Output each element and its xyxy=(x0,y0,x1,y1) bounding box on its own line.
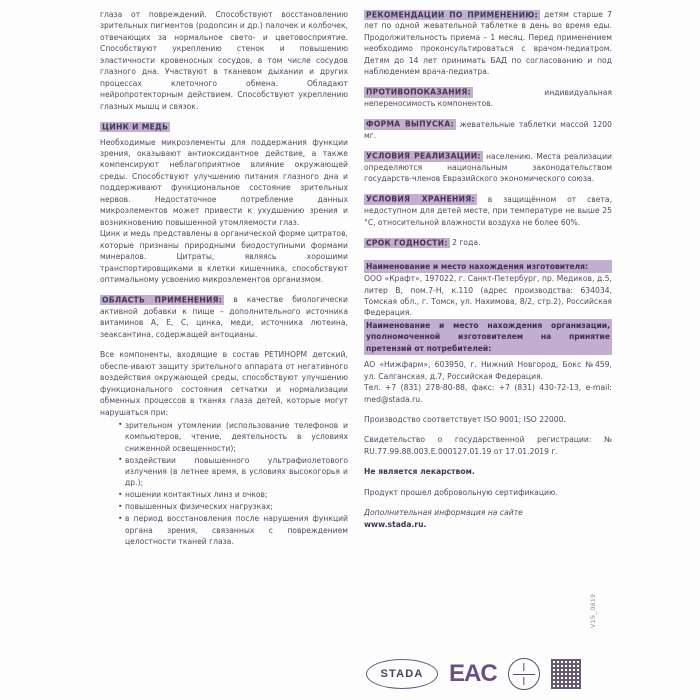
claims-organization-address: АО «Нижфарм», 603950, г. Нижний Новгород, Бокс №459, ул. Салганская, д.7, Российская Федерация. xyxy=(364,360,612,381)
logo-row xyxy=(366,658,581,690)
section-sales-conditions xyxy=(364,151,612,185)
section-heading-storage-conditions-label: УСЛОВИЯ ХРАНЕНИЯ: xyxy=(366,194,475,204)
section-contraindications xyxy=(364,87,612,110)
section-body-storage-conditions: в защищённом от света, недоступном для детей месте, при температуре не выше 25 °С, относительной влажности воздуха не более 60%. xyxy=(364,194,613,227)
section-body-dosage-form: жевательные таблетки массой 1200 мг. xyxy=(364,119,613,141)
section-body-application: в качестве биологически активной добавки к пище – дополнительного источника витаминов А, Е, С, цинка, меди, источника лютеина, зеаксантина, содержащей антоцианы. xyxy=(100,295,348,339)
note-registration: Свидетельство о государственной регистрации: № RU.77.99.88.003.Е.000127.01.19 от 17.01.2019 г. xyxy=(364,435,612,456)
section-heading-recommendations-label: РЕКОМЕНДАЦИИ ПО ПРИМЕНЕНИЮ: xyxy=(366,10,538,19)
section-body-contraindications: индивидуальная непереносимость компонентов. xyxy=(364,87,612,109)
section-heading-sales-conditions-label: УСЛОВИЯ РЕАЛИЗАЦИИ: xyxy=(366,151,481,161)
section-shelf-life xyxy=(364,237,612,248)
section-body-recommendations: детям старше 7 лет по одной жевательной таблетке в день во время еды. Продолжительность приема – 1 месяц. Перед применением необходимо проконсультироваться с врачом-педиатром. Детям до 14 лет принимать БАД по согласованию и под наблюдением врача-педиатра. xyxy=(364,10,613,77)
manufacturer-heading: Наименование и место нахождения изготовителя: xyxy=(364,260,612,273)
recyclable-mark-upper-bar xyxy=(523,663,524,671)
claims-organization-heading: Наименование и место нахождения организации, уполномоченной изготовителем на принятие претензий от потребителей: xyxy=(364,319,612,355)
recyclable-mark-lower-bar xyxy=(523,677,524,685)
recyclable-mark-icon xyxy=(508,658,540,690)
list-item: • воздействии повышенного ультрафиолетового излучения (в летнее время, в условиях высокогорья и др.); xyxy=(116,455,348,489)
right-column xyxy=(364,9,612,700)
section-heading-contraindications-label: ПРОТИВОПОКАЗАНИЯ: xyxy=(366,87,472,97)
section-heading-shelf-life-label: СРОК ГОДНОСТИ: xyxy=(366,238,448,248)
conditions-list xyxy=(100,420,348,547)
list-item: • повышенных физических нагрузках; xyxy=(116,501,348,512)
website-note-line1: Дополнительная информация на сайте xyxy=(364,508,523,518)
manufacturer-address: ООО «Крафт», 197022, г. Санкт-Петербург, пр. Медиков, д.5, литер В, пом.7-Н, к.110 (адрес производства: 634034, Томская обл., г. Томск, ул. Нахимова, 8/2, стр.2), Российская Федерация. xyxy=(364,274,612,318)
section-heading-label: ЦИНК И МЕДЬ xyxy=(102,122,169,132)
note-not-a-medicine: Не является лекарством. xyxy=(364,467,475,477)
section-heading-zinc-copper xyxy=(100,121,348,132)
qr-code-icon xyxy=(551,659,581,689)
section-body-sales-conditions: населению. Места реализации определяются национальным законодательством государств-членов Евразийского экономического союза. xyxy=(364,151,612,184)
stada-logo-text: STADA xyxy=(380,668,424,680)
left-column xyxy=(100,9,348,700)
note-iso: Производство соответствует ISO 9001; ISO 22000. xyxy=(364,414,566,424)
stada-logo xyxy=(366,659,438,689)
note-voluntary-certification: Продукт прошел добровольную сертификацию. xyxy=(364,487,558,497)
section-body-zinc-copper: Необходимые микроэлементы для поддержания функции зрения, оказывают антиоксидантное действие, а также компенсируют неблагоприятное влияние окружающей среды. Способствуют улучшению питания глазного дна и поддерживают функциональное состояние зрительных нервов. Недостаточное потребление данных микроэлементов может привести к ухудшению зрения и возникновению повышенной утомляемости глаз. xyxy=(100,137,348,227)
section-heading-application-label: ОБЛАСТЬ ПРИМЕНЕНИЯ: xyxy=(102,295,223,305)
components-paragraph: Все компоненты, входящие в состав РЕТИНОРМ детский, обеспе-ивают защиту зрительного аппарата от негативного воздействия окружающей среды, способствуют улучшению функционального состояния сетчатки и нормализации обменных процессов в тканях глаза детей, которые могут нарушаться при: xyxy=(100,350,348,417)
list-item: • в период восстановления после нарушения функций органа зрения, связанных с повреждением целостности тканей глаза. xyxy=(116,513,348,547)
version-code: V15_0619 xyxy=(590,593,597,628)
intro-paragraph: глаза от повреждений. Способствуют восстановлению зрительных пигментов (родопсин и др.) палочек и колбочек, отвечающих за нормальное свето- и цветовосприятие. Способствуют укреплению стенок и повышению эластичности кровеносных сосудов, в том числе сосудов глазного дна. Участвуют в тканевом дыхании и других процессах клеточного обмена. Обладают нейропротекторным действием. Способствуют укреплению глазных мышц и связок. xyxy=(100,10,348,111)
section-dosage-form xyxy=(364,119,612,142)
list-item: • ношении контактных линз и очков; xyxy=(116,489,348,500)
section-body-zinc-copper-2: Цинк и медь представлены в органической форме цитратов, которые признаны природными биодоступными формами минералов. Цитраты, являясь хорошими транспортировщиками в клетки кишечника, способствуют оптимальному усвоению микроэлементов организмом. xyxy=(100,229,348,284)
claims-organization-block xyxy=(364,319,612,405)
list-item: • зрительном утомлении (использование телефонов и компьютеров, чтение, деятельность в условиях сниженной освещенности); xyxy=(116,420,348,454)
eac-mark-icon: EAC xyxy=(449,660,497,687)
website-note-line2: www.stada.ru. xyxy=(364,519,427,529)
section-application-area xyxy=(100,294,348,340)
claims-organization-contacts: Тел. +7 (831) 278-80-88, факс: +7 (831) 430-72-13, e-mail: med@stada.ru. xyxy=(364,383,612,404)
section-heading-dosage-form-label: ФОРМА ВЫПУСКА: xyxy=(366,119,454,129)
section-storage-conditions xyxy=(364,194,612,228)
section-recommendations xyxy=(364,9,612,78)
section-body-shelf-life: 2 года. xyxy=(452,238,481,248)
manufacturer-block xyxy=(364,260,612,319)
